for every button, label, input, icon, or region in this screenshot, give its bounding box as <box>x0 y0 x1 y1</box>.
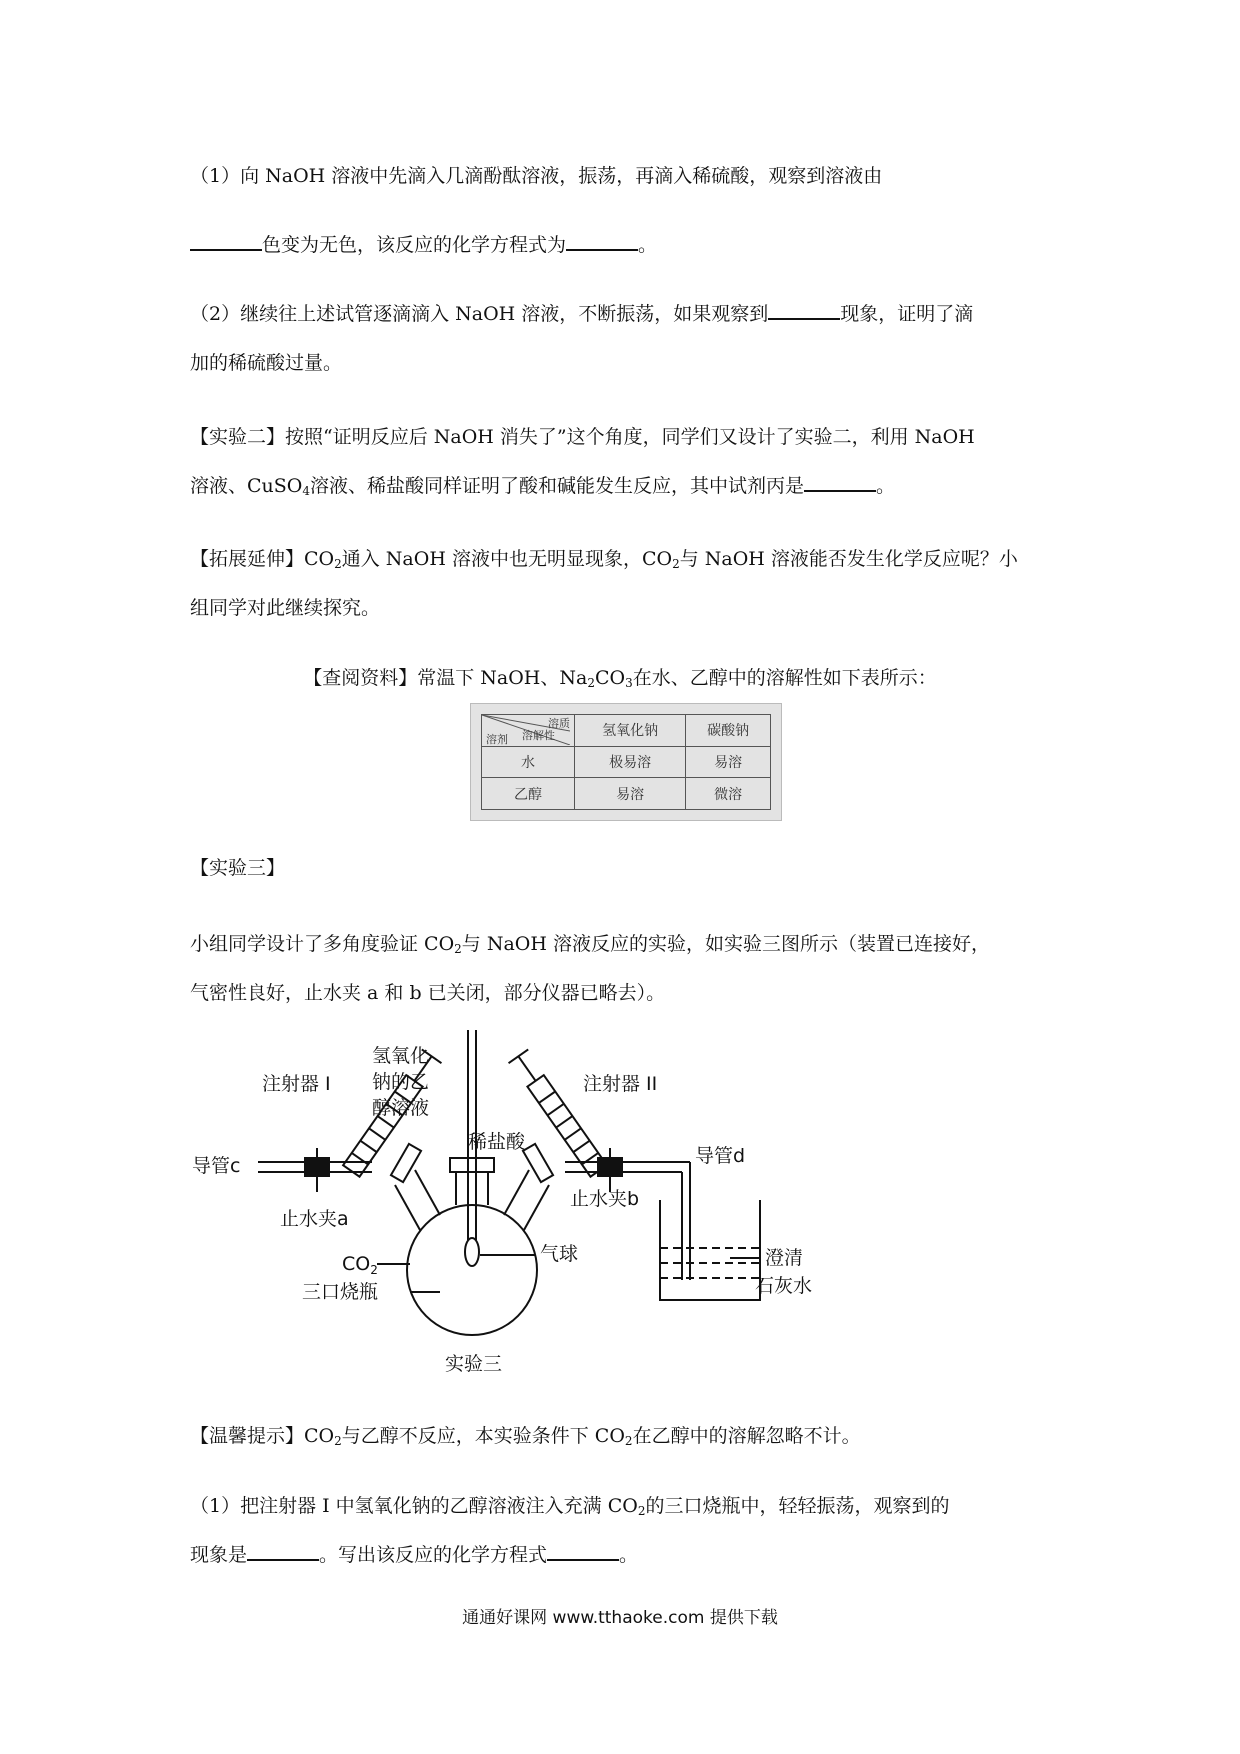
q3-text-b: 的三口烧瓶中，轻轻振荡，观察到的 <box>645 1495 950 1517</box>
q3-line2 <box>190 1541 638 1569</box>
answer-blank[interactable] <box>247 1541 319 1561</box>
experiment-diagram <box>0 1030 1240 1410</box>
q3-text-c: 现象是 <box>190 1544 248 1566</box>
table-cell: 水 <box>482 746 575 778</box>
balloon-label: 气球 <box>540 1243 579 1265</box>
extend-text-c: 与 NaOH 溶液能否发生化学反应呢？小 <box>679 548 1018 570</box>
exp2-end: 。 <box>876 475 896 497</box>
subscript: 2 <box>672 557 680 571</box>
header-solubility: 溶解性 <box>522 729 555 742</box>
syringe-2 <box>509 1049 609 1177</box>
subscript: 2 <box>587 676 595 690</box>
table-row <box>482 746 771 778</box>
exp2-text-b: 溶液、稀盐酸同样证明了酸和碱能发生反应，其中试剂丙是 <box>310 475 805 497</box>
q3-end: 。 <box>619 1544 639 1566</box>
q3-line1 <box>190 1492 949 1525</box>
subscript: 3 <box>625 676 633 690</box>
clamp-b-label: 止水夹b <box>570 1188 640 1210</box>
q1-line2 <box>190 231 657 259</box>
table-cell: 微溶 <box>686 778 771 810</box>
exp3-line1 <box>190 930 990 963</box>
exp3-line2: 气密性良好，止水夹 a 和 b 已关闭，部分仪器已略去）。 <box>190 982 666 1004</box>
balloon <box>465 1238 479 1266</box>
table-header-corner <box>482 715 575 747</box>
extend-line1 <box>190 545 1018 578</box>
subscript: 2 <box>454 942 462 956</box>
q1-line1: （1）向 NaOH 溶液中先滴入几滴酚酞溶液，振荡，再滴入稀硫酸，观察到溶液由 <box>190 165 883 187</box>
table-header: 氢氧化钠 <box>575 715 686 747</box>
right-stopper <box>523 1144 553 1182</box>
table-row <box>482 778 771 810</box>
naoh-label: 钠的乙 <box>372 1071 430 1093</box>
ref-text-c: 在水、乙醇中的溶解性如下表所示： <box>632 667 937 689</box>
tip-text-b: 与乙醇不反应，本实验条件下 CO <box>341 1425 625 1447</box>
tube-d-label: 导管d <box>695 1145 746 1167</box>
page-footer: 通通好课网 www.tthaoke.com 提供下载 <box>462 1608 778 1628</box>
header-solvent: 溶剂 <box>486 733 508 746</box>
q1-end: 。 <box>638 234 658 256</box>
q2-text-a: （2）继续往上述试管逐滴滴入 NaOH 溶液，不断振荡，如果观察到 <box>190 303 769 325</box>
hcl-label: 稀盐酸 <box>468 1131 526 1153</box>
naoh-label: 氢氧化 <box>372 1045 430 1067</box>
reference-line <box>0 664 1240 697</box>
answer-blank[interactable] <box>768 300 840 320</box>
tip-text-c: 在乙醇中的溶解忽略不计。 <box>632 1425 861 1447</box>
exp2-line2 <box>190 472 895 505</box>
beaker <box>660 1200 760 1300</box>
left-stopper <box>391 1144 421 1182</box>
table-header: 碳酸钠 <box>686 715 771 747</box>
q3-text-d: 。写出该反应的化学方程式 <box>319 1544 548 1566</box>
q2-text-b: 现象，证明了滴 <box>840 303 974 325</box>
q2-line1 <box>190 300 973 328</box>
extend-text-b: 通入 NaOH 溶液中也无明显现象，CO <box>341 548 673 570</box>
ref-text-a: 【查阅资料】常温下 NaOH、Na <box>303 667 588 689</box>
exp3-title: 【实验三】 <box>190 857 286 879</box>
table-cell: 乙醇 <box>482 778 575 810</box>
extend-line2: 组同学对此继续探究。 <box>190 597 381 619</box>
subscript: 2 <box>334 1434 342 1448</box>
clamp-a-label: 止水夹a <box>280 1208 349 1230</box>
tip-line <box>190 1422 861 1455</box>
ref-text-b: CO <box>594 667 626 689</box>
table-cell: 易溶 <box>575 778 686 810</box>
subscript: 2 <box>624 1434 633 1448</box>
naoh-label: 醇溶液 <box>372 1097 430 1119</box>
tube-c-label: 导管c <box>192 1155 241 1177</box>
diagram-caption: 实验三 <box>445 1353 503 1375</box>
header-solute: 溶质 <box>548 717 570 730</box>
center-stopper <box>450 1158 494 1172</box>
flask-label: 三口烧瓶 <box>302 1281 379 1303</box>
solubility-table-image <box>470 703 782 821</box>
table-cell: 易溶 <box>686 746 771 778</box>
answer-blank[interactable] <box>804 472 876 492</box>
co2-label: $CO_2$ <box>342 1253 378 1277</box>
answer-blank[interactable] <box>190 231 262 251</box>
q3-text-a: （1）把注射器 I 中氢氧化钠的乙醇溶液注入充满 CO <box>190 1495 638 1517</box>
exp2-text-a: 溶液、CuSO <box>190 475 303 497</box>
exp3-text-a: 小组同学设计了多角度验证 CO <box>190 933 455 955</box>
limewater-label: 澄清 <box>765 1247 804 1269</box>
syringe-2-label: 注射器 II <box>583 1073 658 1095</box>
subscript: 2 <box>334 557 342 571</box>
exp2-line1: 【实验二】按照“证明反应后 NaOH 消失了”这个角度，同学们又设计了实验二，利用 NaOH <box>190 426 975 448</box>
syringe-1-label: 注射器 I <box>262 1073 331 1095</box>
subscript: 4 <box>302 484 311 498</box>
tip-text-a: 【温馨提示】CO <box>190 1425 335 1447</box>
extend-text-a: 【拓展延伸】CO <box>190 548 335 570</box>
answer-blank[interactable] <box>566 231 638 251</box>
q2-line2: 加的稀硫酸过量。 <box>190 352 343 374</box>
answer-blank[interactable] <box>547 1541 619 1561</box>
limewater-label: 石灰水 <box>755 1275 813 1297</box>
three-neck-flask <box>407 1205 537 1335</box>
table-cell: 极易溶 <box>575 746 686 778</box>
solubility-table <box>481 714 771 810</box>
exp3-text-b: 与 NaOH 溶液反应的实验，如实验三图所示（装置已连接好， <box>461 933 990 955</box>
subscript: 2 <box>637 1504 646 1518</box>
q1-text: 色变为无色，该反应的化学方程式为 <box>262 234 567 256</box>
